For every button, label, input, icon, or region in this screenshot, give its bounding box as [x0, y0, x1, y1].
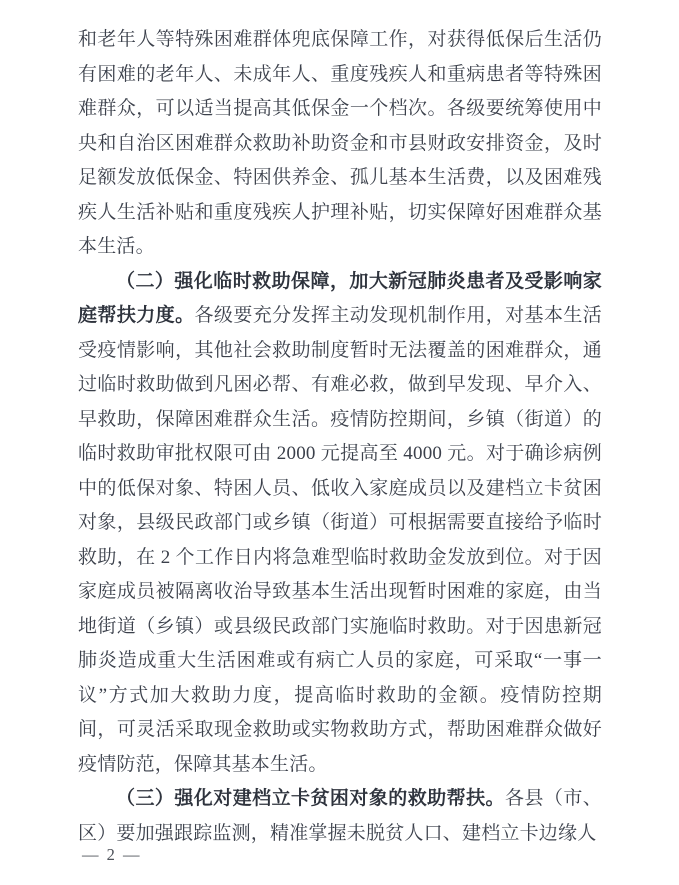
- paragraph: [78, 23, 602, 265]
- heading-run: （三）强化对建档立卡贫困对象的救助帮扶。: [116, 788, 505, 809]
- text-run: 各县（市、区）要加强跟踪监测，精准掌握未脱贫人口、建档立卡边缘人: [78, 788, 602, 844]
- paragraph: [78, 265, 602, 783]
- heading-run: （二）强化临时救助保障，加大新冠肺炎患者及受影响家庭帮扶力度。: [78, 270, 602, 326]
- page-number: — 2 —: [82, 845, 142, 864]
- paragraph: [78, 782, 602, 851]
- text-run: 各级要充分发挥主动发现机制作用，对基本生活受疫情影响，其他社会救助制度暂时无法覆盖的困难群众，通过临时救助做到凡困必帮、有难必救，做到早发现、早介入、早救助，保障困难群众生活。疫情防控期间，乡镇（街道）的临时救助审批权限可由 2000 元提高至 4000 元。对于确诊病例中的低保对象、特困人员、低收入家庭成员以及建档立卡贫困对象，县级民政部门或乡镇（街道）可根据需要直接给予临时救助，在 2 个工作日内将急难型临时救助金发放到位。对于因家庭成员被隔离收治导致基本生活出现暂时困难的家庭，由当地街道（乡镇）或县级民政部门实施临时救助。对于因患新冠肺炎造成重大生活困难或有病亡人员的家庭，可采取“一事一议”方式加大救助力度，提高临时救助的金额。疫情防控期间，可灵活采取现金救助或实物救助方式，帮助困难群众做好疫情防范，保障其基本生活。: [78, 305, 603, 775]
- document-text: [78, 23, 602, 851]
- text-run: 和老年人等特殊困难群体兜底保障工作，对获得低保后生活仍有困难的老年人、未成年人、重度残疾人和重病患者等特殊困难群众，可以适当提高其低保金一个档次。各级要统筹使用中央和自治区困难群众救助补助资金和市县财政安排资金，及时足额发放低保金、特困供养金、孤儿基本生活费，以及困难残疾人生活补贴和重度残疾人护理补贴，切实保障好困难群众基本生活。: [78, 29, 602, 257]
